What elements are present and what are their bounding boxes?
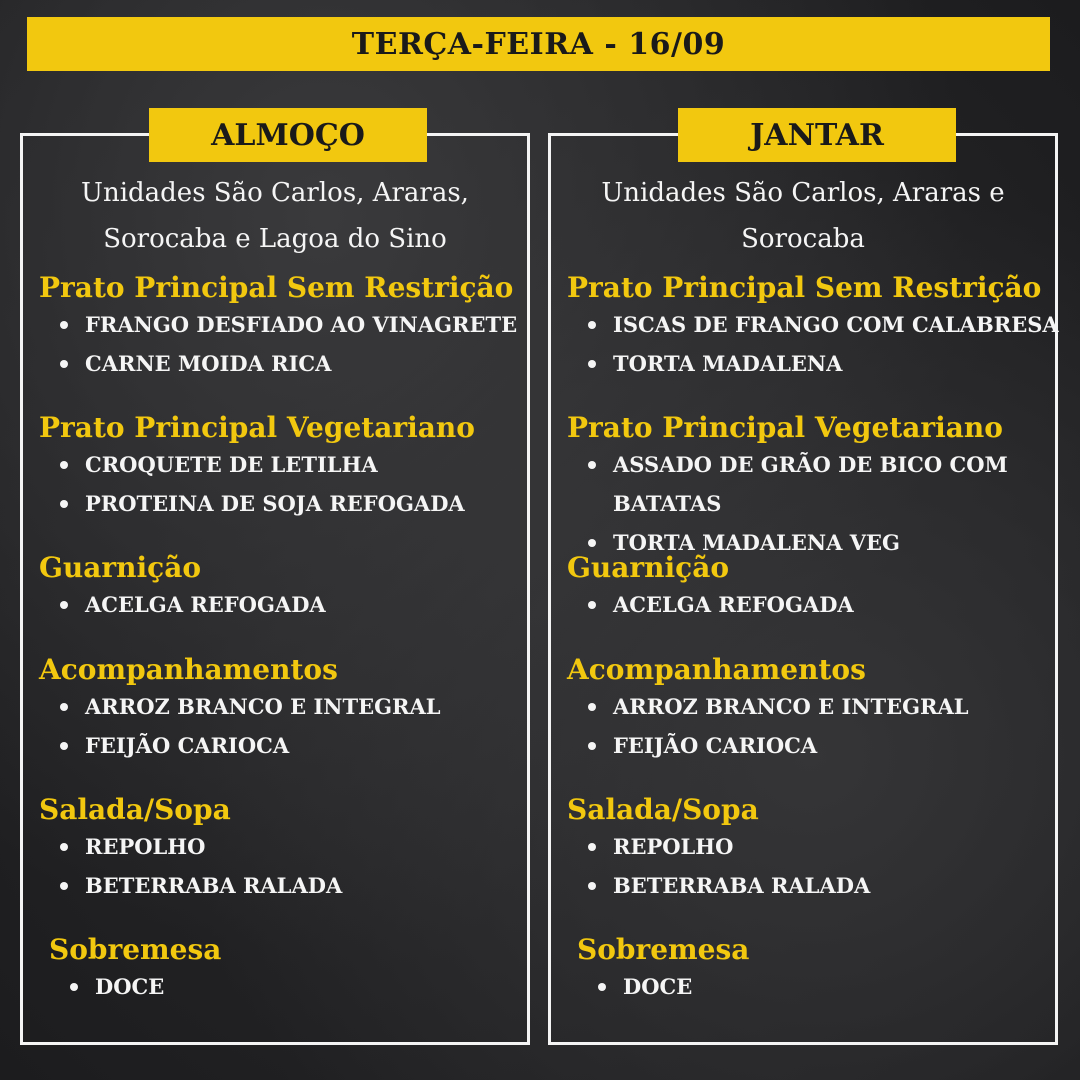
list-item: ISCAS DE FRANGO COM CALABRESA xyxy=(567,305,1055,344)
lunch-label: ALMOÇO xyxy=(149,108,427,162)
dinner-label: JANTAR xyxy=(678,108,956,162)
list-item: CARNE MOIDA RICA xyxy=(39,344,527,383)
lunch-section-main xyxy=(39,271,527,383)
lunch-section-salad xyxy=(39,793,527,905)
list-item: ARROZ BRANCO E INTEGRAL xyxy=(39,687,527,726)
section-title: Prato Principal Sem Restrição xyxy=(39,271,514,304)
list-item: PROTEINA DE SOJA REFOGADA xyxy=(39,484,527,523)
section-title: Sobremesa xyxy=(577,933,750,966)
section-title: Salada/Sopa xyxy=(567,793,759,826)
dinner-section-side xyxy=(567,551,1055,624)
list-item: ARROZ BRANCO E INTEGRAL xyxy=(567,687,1055,726)
section-title: Prato Principal Vegetariano xyxy=(39,411,475,444)
list-item: TORTA MADALENA VEG xyxy=(567,523,1055,562)
section-title: Guarnição xyxy=(39,551,202,584)
list-item: ASSADO DE GRÃO DE BICO COM BATATAS xyxy=(567,445,1055,523)
dinner-section-dessert xyxy=(577,933,1055,1006)
dinner-section-main xyxy=(567,271,1059,383)
section-title: Sobremesa xyxy=(49,933,222,966)
list-item: BETERRABA RALADA xyxy=(567,866,1055,905)
section-title: Salada/Sopa xyxy=(39,793,231,826)
section-title: Prato Principal Vegetariano xyxy=(567,411,1003,444)
section-title: Guarnição xyxy=(567,551,730,584)
list-item: FRANGO DESFIADO AO VINAGRETE xyxy=(39,305,527,344)
dinner-section-accompaniments xyxy=(567,653,1055,765)
date-title: TERÇA-FEIRA - 16/09 xyxy=(27,17,1050,71)
list-item: REPOLHO xyxy=(567,827,1055,866)
list-item: ACELGA REFOGADA xyxy=(39,585,527,624)
lunch-units: Unidades São Carlos, Araras, Sorocaba e Lagoa do Sino xyxy=(81,178,469,254)
list-item: BETERRABA RALADA xyxy=(39,866,527,905)
lunch-panel xyxy=(20,117,530,1045)
list-item: REPOLHO xyxy=(39,827,527,866)
section-title: Acompanhamentos xyxy=(39,653,338,686)
dinner-panel xyxy=(548,117,1059,1045)
section-title: Prato Principal Sem Restrição xyxy=(567,271,1042,304)
lunch-section-vegetarian xyxy=(39,411,527,523)
list-item: DOCE xyxy=(577,967,1055,1006)
dinner-units: Unidades São Carlos, Araras e Sorocaba xyxy=(601,178,1005,254)
lunch-section-dessert xyxy=(49,933,527,1006)
list-item: FEIJÃO CARIOCA xyxy=(567,726,1055,765)
section-title: Acompanhamentos xyxy=(567,653,866,686)
lunch-section-accompaniments xyxy=(39,653,527,765)
list-item: CROQUETE DE LETILHA xyxy=(39,445,527,484)
list-item: TORTA MADALENA xyxy=(567,344,1055,383)
lunch-section-side xyxy=(39,551,527,624)
list-item: ACELGA REFOGADA xyxy=(567,585,1055,624)
dinner-section-vegetarian xyxy=(567,411,1055,562)
list-item: DOCE xyxy=(49,967,527,1006)
list-item: FEIJÃO CARIOCA xyxy=(39,726,527,765)
dinner-section-salad xyxy=(567,793,1055,905)
